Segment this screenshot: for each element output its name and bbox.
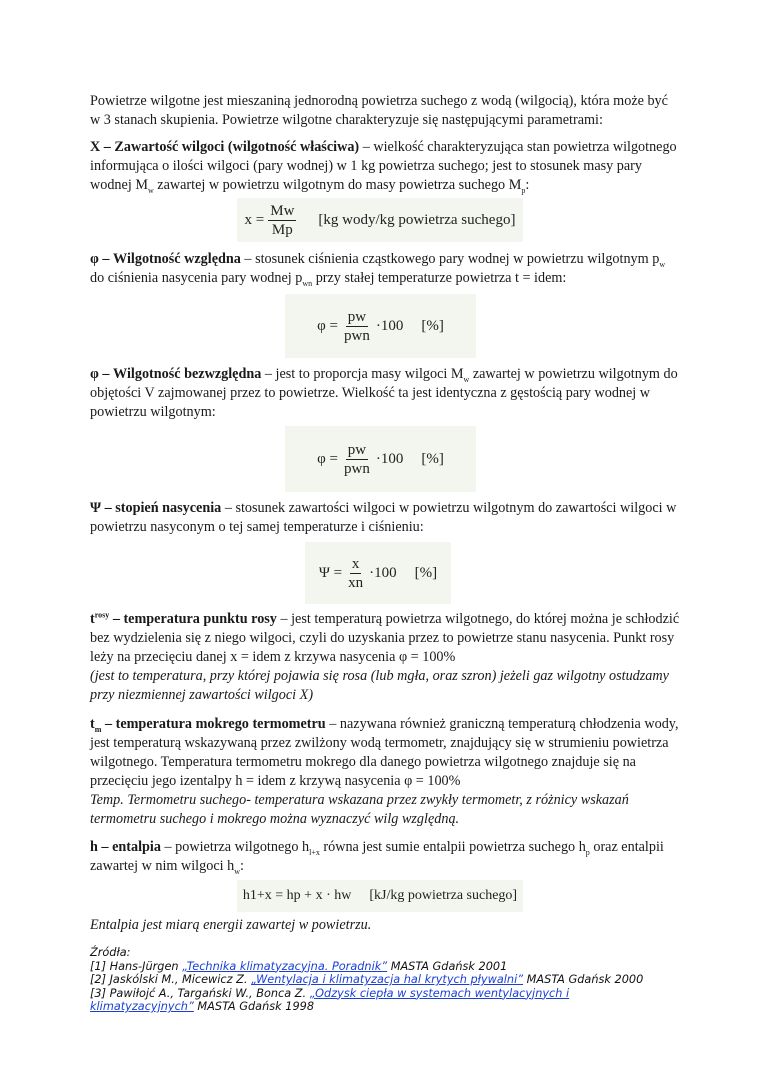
absolute-humidity-definition: φ – Wilgotność bezwzględna – jest to proporcja masy wilgoci $M_w$ zawartej w powietrzu wilgotnym do objętości V zajmowanej przez to powietrze. Wielkość ta jest identyczna z gęstością pary wodnej w powietrzu wilgotnym: <box>90 366 678 420</box>
source-item: [3] Pawiłojć A., Targański W., Bonca Z. „Odzysk ciepła w systemach wentylacyjnych i klimatyzacyjnych” MASTA Gdańsk 1998 <box>90 986 570 1013</box>
wet-bulb-definition: $t_m$ – temperatura mokrego termometru – nazywana również graniczną temperaturą chłodzenia wody, jest temperaturą wskazywaną przez zwilżony wodą termometr, znajdujący się w strumieniu powietrza wilgotnego. Temperatura termometru mokrego dla danego powietrza wilgotnego znajduje się na przecięciu jego izentalpy h = idem z krzywą nasycenia φ = 100% Temp. Termometru suchego- temperatura wskazana przez zwykły termometr, z różnicy wskazań termometru suchego i mokrego można wyznaczyć wilg względną. <box>90 716 679 827</box>
dew-point-definition: $t^{rosy}$ – temperatura punktu rosy – jest temperaturą powietrza wilgotnego, do której można je schłodzić bez wydzielenia się z niego wilgoci, czyli do uzyskania przez to powietrze stanu nasycenia. Punkt rosy leży na przecięciu danej x = idem z krzywa nasycenia φ = 100% (jest to temperatura, przy której pojawia się rosa (lub mgła, oraz szron) jeżeli gaz wilgotny ostudzamy przy niezmiennej zawartości wilgoci X) <box>90 610 680 703</box>
relative-humidity-definition: φ – Wilgotność względna – stosunek ciśnienia cząstkowego pary wodnej w powietrzu wilgotnym $p_w$ do ciśnienia nasycenia pary wodnej $p_{wn}$ przy stałej temperaturze powietrza t = idem: <box>90 251 666 288</box>
saturation-degree-definition: Ψ – stopień nasycenia – stosunek zawartości wilgoci w powietrzu wilgotnym do zawartości wilgoci w powietrzu nasyconym o tej samej temperaturze i ciśnieniu: <box>90 500 677 535</box>
x-definition: X – Zawartość wilgoci (wilgotność właściwa) – wielkość charakteryzująca stan powietrza wilgotnego informująca o ilości wilgoci (pary wodnej) w 1 kg powietrza suchego; jest to stosunek masy pary wodnej $M_w$ zawartej w powietrzu wilgotnym do masy powietrza suchego $M_p$: <box>90 139 677 195</box>
sources <box>90 946 690 1014</box>
source-item: [2] Jaskólski M., Micewicz Z. „Wentylacja i klimatyzacja hal krytych pływalni” MASTA Gdańsk 2000 <box>90 973 644 986</box>
source-item: [1] Hans-Jürgen „Technika klimatyzacyjna. Poradnik” MASTA Gdańsk 2001 <box>90 959 508 973</box>
source-link[interactable]: „Technika klimatyzacyjna. Poradnik” <box>182 959 388 973</box>
source-link[interactable]: „Wentylacja i klimatyzacja hal krytych pływalni” <box>251 973 524 986</box>
term: X – Zawartość wilgoci (wilgotność właściwa) <box>90 139 360 155</box>
formula-saturation: Ψ = $\frac{x}{xn}$ ·100 [%] <box>305 542 451 604</box>
formula-x: x = $\frac{Mw}{Mp}$ [kg wody/kg powietrza suchego] <box>237 198 523 242</box>
enthalpy-note: Entalpia jest miarą energii zawartej w powietrzu. <box>90 917 372 933</box>
formula-absolute-humidity: φ = $\frac{pw}{\text{pwn}}$ ·100 [%] <box>285 426 476 492</box>
enthalpy-definition: h – entalpia – powietrza wilgotnego $h_{l+x}$ równa jest sumie entalpii powietrza suchego $h_p$ oraz entalpii zawartej w nim wilgoci $h_w$: <box>90 839 664 876</box>
formula-enthalpy: h1+x = hp + x · hw [kJ/kg powietrza suchego] <box>237 880 523 912</box>
source-link[interactable]: „Odzysk ciepła w systemach wentylacyjnych i klimatyzacyjnych” <box>90 986 570 1013</box>
formula-relative-humidity: φ = $\frac{pw}{\text{pwn}}$ ·100 [%] <box>285 294 476 358</box>
sources-title: Źródła: <box>90 946 131 959</box>
intro-paragraph: Powietrze wilgotne jest mieszaniną jednorodną powietrza suchego z wodą (wilgocią), która może być w 3 stanach skupienia. Powietrze wilgotne charakteryzuje się następującymi parametrami: <box>90 93 668 128</box>
